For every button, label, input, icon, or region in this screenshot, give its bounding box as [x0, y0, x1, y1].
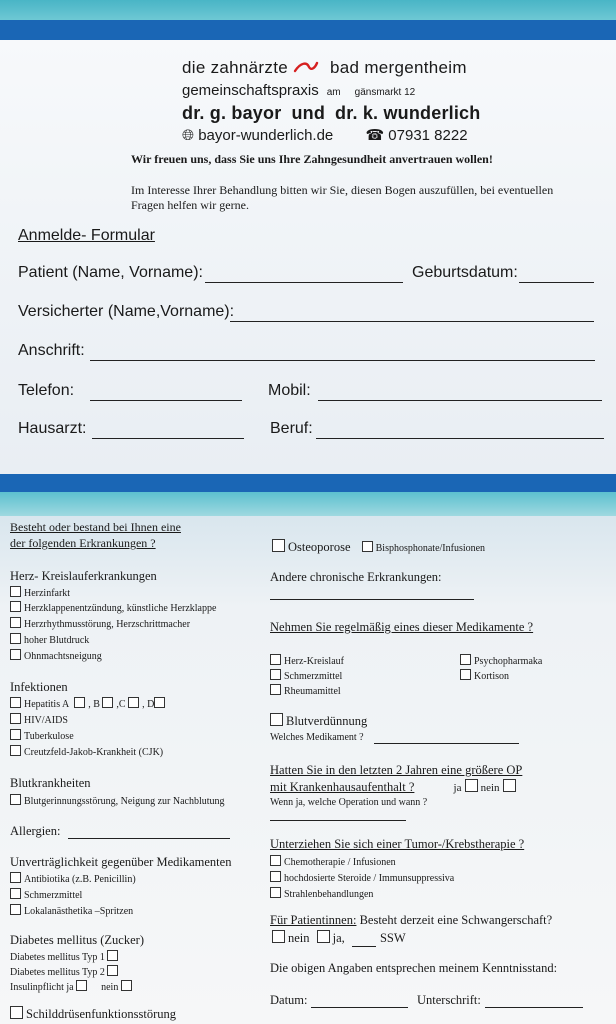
surgery-input-line[interactable] — [270, 820, 406, 821]
birthdate-label: Geburtsdatum: — [412, 264, 518, 281]
form-title: Anmelde- Formular — [18, 227, 155, 244]
checkbox-item[interactable]: Blutgerinnungsstörung, Neigung zur Nachblutung — [10, 794, 225, 808]
checkbox[interactable] — [503, 779, 516, 792]
checkbox-item[interactable]: Psychopharmaka — [460, 654, 542, 668]
checkbox[interactable] — [102, 697, 113, 708]
checkbox[interactable] — [10, 1006, 23, 1019]
conditions-question-1: Besteht oder bestand bei Ihnen eine — [10, 520, 181, 534]
tooth-swoosh-icon — [293, 60, 319, 74]
tumor-question: Unterziehen Sie sich einer Tumor-/Krebstherapie ? — [270, 837, 525, 851]
which-medication-label: Welches Medikament ? — [270, 732, 364, 743]
checkbox[interactable] — [74, 697, 85, 708]
mobil-label: Mobil: — [268, 382, 311, 399]
checkbox[interactable] — [270, 871, 281, 882]
chronic-input-line[interactable] — [270, 599, 474, 600]
welcome-text: Wir freuen uns, dass Sie uns Ihre Zahngesundheit anvertrauen wollen! — [131, 152, 493, 166]
checkbox[interactable] — [270, 654, 281, 665]
ssw-input-line[interactable] — [352, 931, 376, 947]
telefon-label: Telefon: — [18, 382, 75, 399]
contact-line — [182, 126, 468, 144]
infections-heading: Infektionen — [10, 680, 68, 694]
checkbox[interactable] — [10, 872, 21, 883]
pregnancy-options: nein ja, SSW — [272, 930, 406, 947]
logo-text-1: die zahnärzte — [182, 58, 288, 77]
checkbox[interactable] — [76, 980, 87, 991]
checkbox[interactable] — [317, 930, 330, 943]
checkbox-item[interactable]: hoher Blutdruck — [10, 633, 89, 647]
checkbox-item[interactable]: Ohnmachtsneigung — [10, 649, 102, 663]
checkbox-item[interactable]: Schmerzmittel — [270, 669, 342, 683]
checkbox-item[interactable]: Herzinfarkt — [10, 586, 70, 600]
allergies-label: Allergien: — [10, 824, 61, 838]
chronic-label: Andere chronische Erkrankungen: — [270, 570, 442, 584]
diabetes-type2: Diabetes mellitus Typ 2 — [10, 965, 121, 979]
checkbox[interactable] — [460, 669, 471, 680]
checkbox[interactable] — [128, 697, 139, 708]
checkbox-item[interactable]: Chemotherapie / Infusionen — [270, 855, 396, 869]
diabetes-type1: Diabetes mellitus Typ 1 — [10, 950, 121, 964]
checkbox[interactable] — [460, 654, 471, 665]
checkbox-item[interactable]: Creutzfeld-Jakob-Krankheit (CJK) — [10, 745, 163, 759]
checkbox[interactable] — [10, 649, 21, 660]
checkbox[interactable] — [272, 930, 285, 943]
signature-input-line[interactable] — [485, 1007, 583, 1008]
osteoporosis-row: Osteoporose Bisphosphonate/Infusionen — [272, 539, 485, 555]
which-medication-input-line[interactable] — [374, 743, 519, 744]
cardio-heading: Herz- Kreislauferkrankungen — [10, 569, 157, 583]
signature-label: Unterschrift: — [417, 993, 481, 1007]
birthdate-input-line[interactable] — [519, 282, 594, 283]
insured-label: Versicherter (Name,Vorname): — [18, 303, 235, 320]
surgery-which-label: Wenn ja, welche Operation und wann ? — [270, 797, 428, 808]
top-teal-band — [0, 0, 616, 20]
checkbox-item[interactable]: Antibiotika (z.B. Penicillin) — [10, 872, 136, 886]
checkbox[interactable] — [121, 980, 132, 991]
checkbox[interactable] — [10, 745, 21, 756]
conditions-question-2: der folgenden Erkrankungen ? — [10, 536, 156, 550]
checkbox-item[interactable]: Schmerzmittel — [10, 888, 82, 902]
checkbox[interactable] — [270, 669, 281, 680]
checkbox[interactable] — [270, 855, 281, 866]
checkbox[interactable] — [10, 586, 21, 597]
checkbox-item[interactable]: Rheumamittel — [270, 684, 341, 698]
pregnancy-question: Für Patientinnen: Besteht derzeit eine Schwangerschaft? — [270, 913, 553, 927]
checkbox[interactable] — [272, 539, 285, 552]
checkbox[interactable] — [10, 729, 21, 740]
checkbox-item[interactable]: Herzrhythmusstörung, Herzschrittmacher — [10, 617, 190, 631]
hausarzt-input-line[interactable] — [92, 438, 244, 439]
insured-input-line[interactable] — [230, 321, 594, 322]
checkbox[interactable] — [10, 697, 21, 708]
checkbox[interactable] — [10, 617, 21, 628]
address-label: Anschrift: — [18, 342, 85, 359]
checkbox[interactable] — [270, 684, 281, 695]
middle-blue-band — [0, 474, 616, 492]
checkbox-item[interactable]: Herzklappenentzündung, künstliche Herzklappe — [10, 601, 216, 615]
checkbox[interactable] — [465, 779, 478, 792]
checkbox-item[interactable]: hochdosierte Steroide / Immunsuppressiva — [270, 871, 454, 885]
blood-thinner-row[interactable]: Blutverdünnung — [270, 713, 367, 729]
patient-input-line[interactable] — [205, 282, 403, 283]
insulin-row: Insulinpflicht ja nein — [10, 980, 135, 994]
diabetes-heading: Diabetes mellitus (Zucker) — [10, 933, 144, 947]
surgery-question-2-row: mit Krankenhausaufenthalt ? ja nein — [270, 779, 519, 795]
date-input-line[interactable] — [311, 1007, 408, 1008]
beruf-label: Beruf: — [270, 420, 313, 437]
checkbox[interactable] — [107, 950, 118, 961]
medication-question: Nehmen Sie regelmäßig eines dieser Medikamente ? — [270, 620, 534, 634]
checkbox[interactable] — [362, 541, 373, 552]
globe-icon: 🌐︎ — [182, 127, 195, 144]
thyroid-row[interactable]: Schilddrüsenfunktionsstörung — [10, 1006, 176, 1022]
checkbox[interactable] — [270, 713, 283, 726]
checkbox-item[interactable]: Tuberkulose — [10, 729, 74, 743]
confirmation-text: Die obigen Angaben entsprechen meinem Kenntnisstand: — [270, 961, 558, 975]
doctor-names: dr. g. bayor und dr. k. wunderlich — [182, 103, 481, 123]
checkbox[interactable] — [10, 601, 21, 612]
checkbox-item[interactable]: Strahlenbehandlungen — [270, 887, 373, 901]
hausarzt-label: Hausarzt: — [18, 420, 87, 437]
website-link[interactable]: bayor-wunderlich.de — [198, 127, 334, 144]
date-label: Datum: — [270, 993, 308, 1007]
checkbox[interactable] — [154, 697, 165, 708]
beruf-input-line[interactable] — [316, 438, 604, 439]
mobil-input-line[interactable] — [318, 400, 602, 401]
telephone-icon: ☎︎ — [365, 127, 385, 144]
checkbox-item[interactable]: Kortison — [460, 669, 509, 683]
practice-logo — [182, 58, 467, 78]
practice-subtitle: gemeinschaftspraxis am gänsmarkt 12 — [182, 82, 416, 99]
checkbox-item[interactable]: HIV/AIDS — [10, 713, 68, 727]
allergies-input-line[interactable] — [68, 838, 230, 839]
logo-text-2: bad mergentheim — [330, 58, 467, 77]
telefon-input-line[interactable] — [90, 400, 242, 401]
checkbox[interactable] — [10, 633, 21, 644]
checkbox[interactable] — [10, 713, 21, 724]
intro-text: Im Interesse Ihrer Behandlung bitten wir Sie, diesen Bogen auszufüllen, bei eventuellen Fragen helfen wir gerne. — [131, 183, 554, 212]
middle-teal-band — [0, 492, 616, 516]
checkbox[interactable] — [107, 965, 118, 976]
checkbox[interactable] — [10, 888, 21, 899]
checkbox[interactable] — [10, 904, 21, 915]
checkbox[interactable] — [270, 887, 281, 898]
checkbox[interactable] — [10, 794, 21, 805]
top-blue-band — [0, 20, 616, 40]
hepatitis-row: Hepatitis A , B ,C , D — [10, 697, 168, 711]
intolerance-heading: Unverträglichkeit gegenüber Medikamenten — [10, 855, 232, 869]
checkbox-item[interactable]: Herz-Kreislauf — [270, 654, 344, 668]
phone-number[interactable]: 07931 8222 — [388, 127, 468, 144]
blood-heading: Blutkrankheiten — [10, 776, 91, 790]
patient-label: Patient (Name, Vorname): — [18, 264, 203, 281]
checkbox-item[interactable]: Lokalanästhetika –Spritzen — [10, 904, 133, 918]
surgery-question-1: Hatten Sie in den letzten 2 Jahren eine größere OP — [270, 763, 523, 777]
address-input-line[interactable] — [90, 360, 595, 361]
